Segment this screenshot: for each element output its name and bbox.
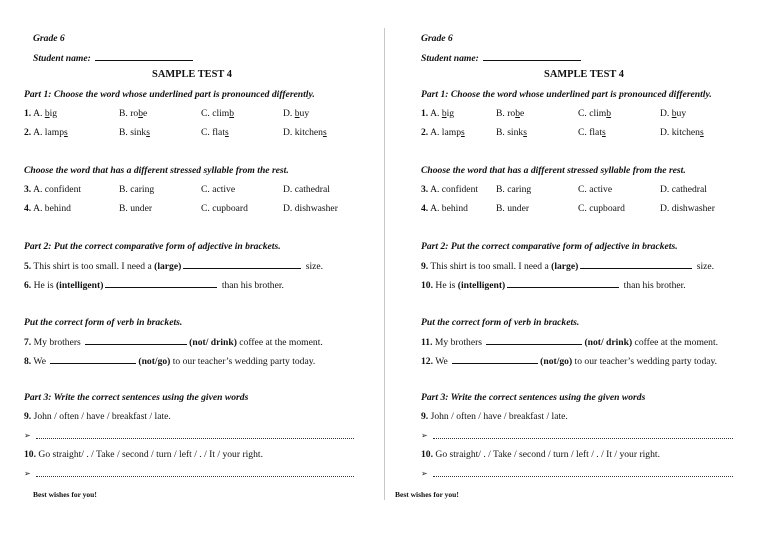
q1-option-c: C. climb: [578, 108, 612, 119]
q3-option-d: D. cathedral: [283, 184, 330, 195]
part1-heading: Part 1: Choose the word whose underlined part is pronounced differently.: [24, 89, 315, 100]
q5-answer-blank[interactable]: [580, 260, 692, 269]
q9-line: 9. John / often / have / breakfast / late.: [24, 411, 171, 422]
q7-line: 11. My brothers (not/ drink) coffee at the moment.: [421, 337, 719, 348]
q5-line: 9. This shirt is too small. I need a (large) size.: [421, 261, 715, 272]
q8-line: 8. We (not/go) to our teacher’s wedding party today.: [24, 356, 316, 367]
q4-option-a: 4. A. behind: [421, 203, 468, 214]
q4-option-a: 4. A. behind: [24, 203, 71, 214]
q1-option-b: B. robe: [119, 108, 148, 119]
q1-option-a: 1. A. big: [421, 108, 455, 119]
q10-answer-line[interactable]: [36, 476, 354, 477]
q3-option-b: B. caring: [496, 184, 532, 195]
grade-label: Grade 6: [33, 33, 65, 44]
q4-option-c: C. cupboard: [201, 203, 248, 214]
q6-line: 6. He is (intelligent) than his brother.: [24, 280, 284, 291]
q6-line: 10. He is (intelligent) than his brother.: [421, 280, 686, 291]
stress-heading: Choose the word that has a different stressed syllable from the rest.: [421, 165, 686, 176]
q2-option-b: B. sinks: [119, 127, 150, 138]
student-name-blank[interactable]: [483, 52, 581, 61]
q3-option-c: C. active: [201, 184, 236, 195]
student-name-field[interactable]: [33, 52, 195, 65]
q3-option-a: 3. A. confident: [24, 184, 82, 195]
q2-option-d: D. kitchens: [660, 127, 704, 138]
q2-option-d: D. kitchens: [283, 127, 327, 138]
q10-answer-line[interactable]: [433, 476, 733, 477]
grade-label: Grade 6: [421, 33, 453, 44]
q8-line: 12. We (not/go) to our teacher’s wedding party today.: [421, 356, 718, 367]
q6-answer-blank[interactable]: [507, 279, 619, 288]
q10-arrow-icon: ➢: [24, 469, 31, 478]
q4-option-d: D. dishwasher: [660, 203, 715, 214]
part2-heading: Part 2: Put the correct comparative form of adjective in brackets.: [24, 241, 281, 252]
q2-option-a: 2. A. lamps: [24, 127, 68, 138]
q4-option-b: B. under: [119, 203, 153, 214]
footer-note: Best wishes for you!: [395, 490, 459, 499]
q7-answer-blank[interactable]: [85, 336, 187, 345]
q4-option-b: B. under: [496, 203, 530, 214]
q9-arrow-icon: ➢: [24, 431, 31, 440]
q2-option-c: C. flats: [201, 127, 229, 138]
q1-option-a: 1. A. big: [24, 108, 58, 119]
q2-option-c: C. flats: [578, 127, 606, 138]
q7-answer-blank[interactable]: [486, 336, 582, 345]
q1-option-d: D. buy: [283, 108, 310, 119]
verb-heading: Put the correct form of verb in brackets.: [421, 317, 580, 328]
q7-line: 7. My brothers (not/ drink) coffee at the moment.: [24, 337, 323, 348]
q10-arrow-icon: ➢: [421, 469, 428, 478]
student-name-label: Student name:: [421, 53, 482, 64]
student-name-blank[interactable]: [95, 52, 193, 61]
part2-heading: Part 2: Put the correct comparative form of adjective in brackets.: [421, 241, 678, 252]
q1-option-c: C. climb: [201, 108, 235, 119]
q3-option-c: C. active: [578, 184, 613, 195]
stress-heading: Choose the word that has a different stressed syllable from the rest.: [24, 165, 289, 176]
q9-arrow-icon: ➢: [421, 431, 428, 440]
q8-answer-blank[interactable]: [50, 355, 136, 364]
verb-heading: Put the correct form of verb in brackets.: [24, 317, 183, 328]
q4-option-c: C. cupboard: [578, 203, 625, 214]
q9-answer-line[interactable]: [433, 438, 733, 439]
q8-answer-blank[interactable]: [452, 355, 538, 364]
q10-line: 10. Go straight/ . / Take / second / turn / left / . / It / your right.: [24, 449, 263, 460]
q9-answer-line[interactable]: [36, 438, 354, 439]
test-title: SAMPLE TEST 4: [152, 69, 232, 80]
part3-heading: Part 3: Write the correct sentences using the given words: [24, 392, 249, 403]
q2-option-b: B. sinks: [496, 127, 527, 138]
q1-option-b: B. robe: [496, 108, 525, 119]
part1-heading: Part 1: Choose the word whose underlined part is pronounced differently.: [421, 89, 712, 100]
q2-option-a: 2. A. lamps: [421, 127, 465, 138]
q3-option-b: B. caring: [119, 184, 155, 195]
q10-line: 10. Go straight/ . / Take / second / turn / left / . / It / your right.: [421, 449, 660, 460]
student-name-field[interactable]: [421, 52, 583, 65]
test-title: SAMPLE TEST 4: [544, 69, 624, 80]
q3-option-a: 3. A. confident: [421, 184, 479, 195]
q4-option-d: D. dishwasher: [283, 203, 338, 214]
part3-heading: Part 3: Write the correct sentences using the given words: [421, 392, 646, 403]
q6-answer-blank[interactable]: [105, 279, 217, 288]
student-name-label: Student name:: [33, 53, 94, 64]
test-sheet-right: [384, 0, 768, 543]
q1-option-d: D. buy: [660, 108, 687, 119]
q3-option-d: D. cathedral: [660, 184, 707, 195]
q5-line: 5. This shirt is too small. I need a (large) size.: [24, 261, 324, 272]
q5-answer-blank[interactable]: [183, 260, 301, 269]
q9-line: 9. John / often / have / breakfast / late.: [421, 411, 568, 422]
footer-note: Best wishes for you!: [33, 490, 97, 499]
